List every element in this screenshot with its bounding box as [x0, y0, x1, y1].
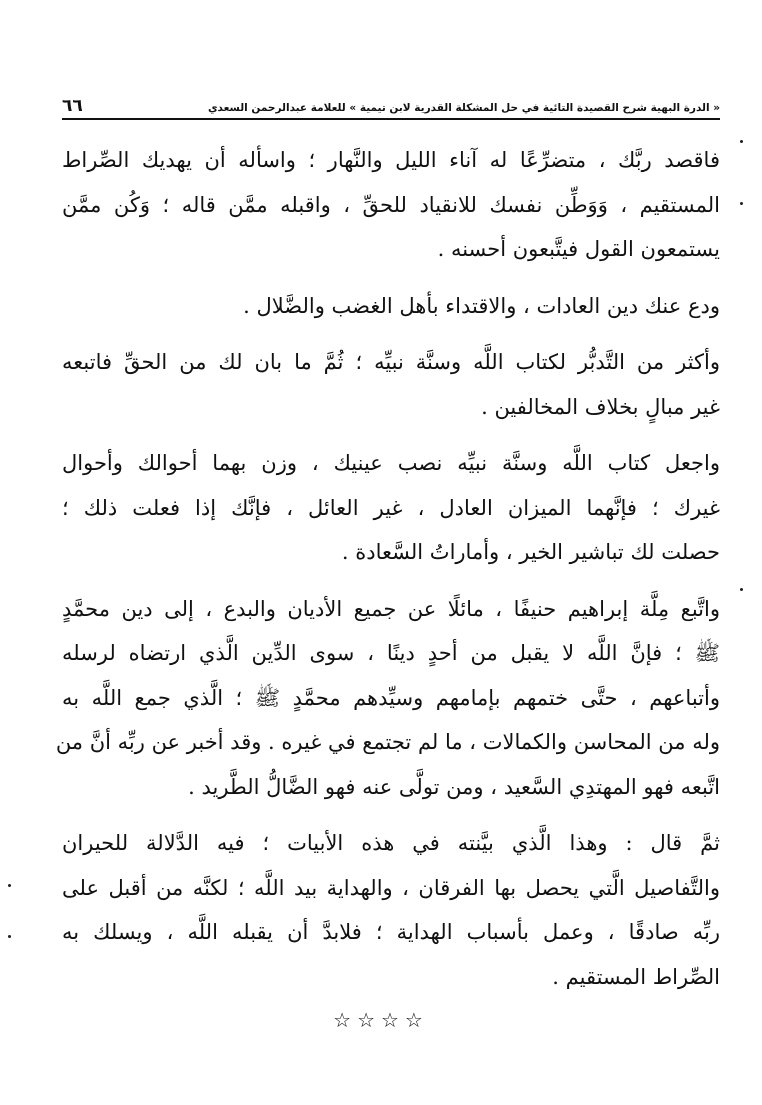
- text-line: حصلت لك تباشير الخير ، وأماراتُ السَّعادة .: [341, 540, 720, 564]
- text-line: غير مبالٍ بخلاف المخالفين .: [481, 394, 720, 419]
- body-text: [55, 138, 720, 1011]
- paragraph: [62, 821, 720, 999]
- margin-dot: [8, 935, 11, 938]
- text-line: فاقصد ربَّك ، متضرِّعًا له آناء الليل والنَّهار ؛ واسأله أن يهديك الصِّراط: [62, 148, 720, 172]
- text-line: ودع عنك دين العادات ، والاقتداء بأهل الغضب والضَّلال .: [243, 293, 720, 318]
- page-header: [62, 92, 720, 116]
- text-line: يستمعون القول فيتَّبعون أحسنه .: [437, 237, 720, 261]
- paragraph: [62, 441, 720, 575]
- paragraph: [62, 138, 720, 272]
- text-line: واجعل كتاب اللَّه وسنَّة نبيِّه نصب عينيك ، وزن بهما أحوالك وأحوال: [62, 451, 720, 475]
- text-line: وأكثر من التَّدبُّر لكتاب اللَّه وسنَّة نبيِّه ؛ ثُمَّ ما بان لك من الحقِّ فاتبعه: [62, 350, 720, 374]
- text-line: اتَّبعه فهو المهتدِي السَّعيد ، ومن تولَّى عنه فهو الضَّالُّ الطَّريد .: [188, 774, 720, 799]
- text-line: وأتباعهم ، حتَّى ختمهم بإمامهم وسيِّدهم محمَّدٍ ﷺ ؛ الَّذي جمع اللَّه به: [62, 685, 720, 710]
- text-line: ﷺ ؛ فإنَّ اللَّه لا يقبل من أحدٍ دينًا ، سوى الدِّين الَّذي ارتضاه لرسله: [62, 641, 720, 665]
- paragraph: [62, 340, 720, 429]
- text-line: وله من المحاسن والكمالات ، ما لم تجتمع في غيره . وقد أخبر عن ربِّه أنَّ من: [55, 730, 720, 754]
- text-line: ثمَّ قال : وهذا الَّذي بيَّنته في هذه الأبيات ؛ فيه الدَّلالة للحيران: [62, 831, 720, 855]
- section-separator-stars: ☆☆☆☆: [333, 1008, 429, 1032]
- text-line: المستقيم ، وَوَطِّن نفسك للانقياد للحقِّ ، واقبله ممَّن قاله ؛ وَكُن ممَّن: [62, 192, 720, 217]
- text-line: واتَّبع مِلَّة إبراهيم حنيفًا ، مائلًا عن جميع الأديان والبدع ، إلى دين محمَّدٍ: [62, 596, 720, 621]
- text-line: غيرك ؛ فإنَّهما الميزان العادل ، غير العائل ، فإنَّك إذا فعلت ذلك ؛: [62, 495, 720, 520]
- paragraph: [55, 587, 720, 810]
- running-title: « الدرة البهية شرح القصيدة التائية في حل المشكلة القدرية لابن تيمية » للعلامة عبدالرحمن السعدي: [207, 102, 720, 114]
- margin-dot: [740, 140, 743, 143]
- page-number: ٦٦: [62, 96, 83, 116]
- margin-dot: [740, 588, 743, 591]
- text-line: والتَّفاصيل الَّتي يحصل بها الفرقان ، والهداية بيد اللَّه ؛ لكنَّه من أقبل على: [62, 875, 720, 900]
- margin-dot: [8, 884, 11, 887]
- paragraph: [62, 284, 720, 329]
- text-line: الصِّراط المستقيم .: [552, 964, 720, 989]
- margin-dot: [740, 202, 743, 205]
- text-line: ربِّه صادقًا ، وعمل بأسباب الهداية ؛ فلابدَّ أن يقبله اللَّه ، ويسلك به: [62, 920, 720, 944]
- header-rule: [62, 118, 720, 120]
